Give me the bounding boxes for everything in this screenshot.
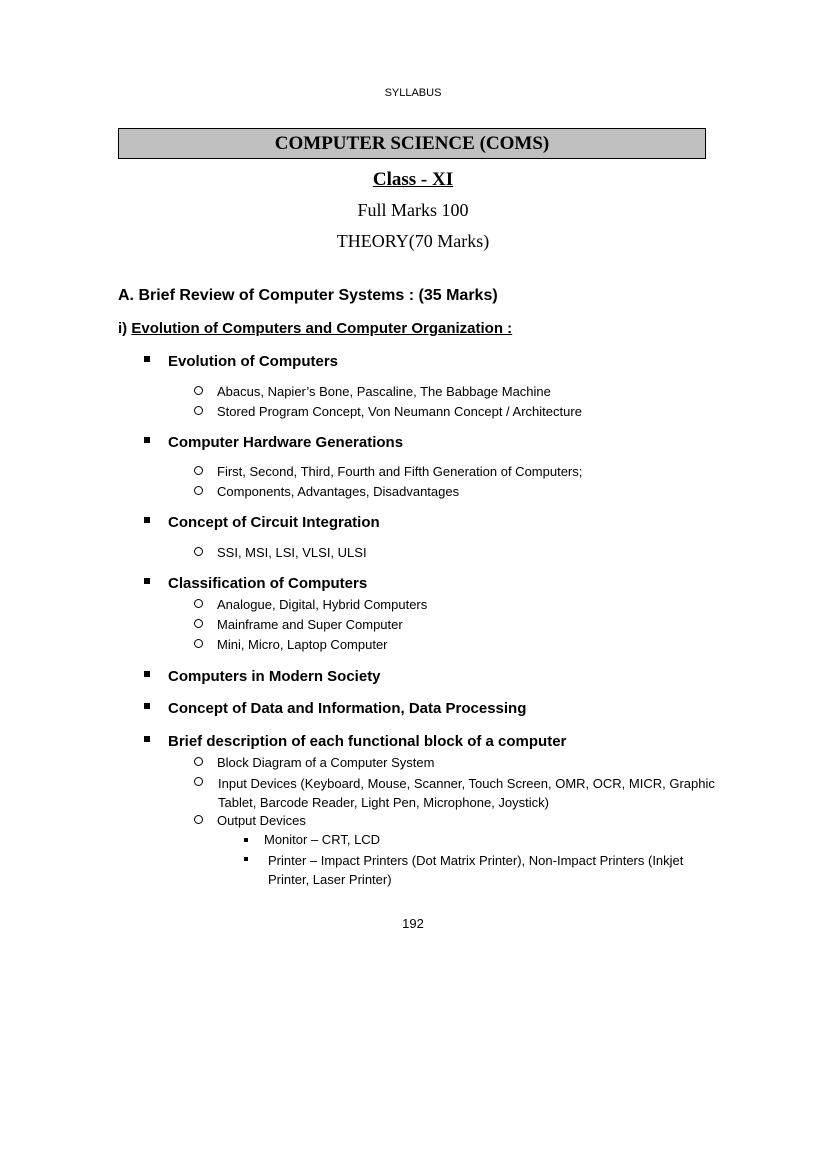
circle-bullet-icon <box>194 639 203 648</box>
list-item: Block Diagram of a Computer System <box>194 755 434 770</box>
subsection-heading <box>118 320 512 337</box>
list-item-input-devices: Input Devices (Keyboard, Mouse, Scanner, Touch Screen, OMR, OCR, MICR, Graphic Tablet, Barcode Reader, Light Pen, Microphone, Joystick) <box>218 776 715 810</box>
small-square-bullet-icon <box>244 857 248 861</box>
list-item: Mini, Micro, Laptop Computer <box>194 637 388 652</box>
topic-circuit-integration: Concept of Circuit Integration <box>144 514 380 531</box>
subsection-prefix: i) <box>118 320 132 337</box>
topic-modern-society: Computers in Modern Society <box>144 668 381 685</box>
theory-marks: THEORY(70 Marks) <box>336 231 490 251</box>
circle-bullet-icon <box>194 619 203 628</box>
full-marks: Full Marks 100 <box>357 200 469 220</box>
square-bullet-icon <box>144 736 150 742</box>
header-label: SYLLABUS <box>384 87 442 99</box>
circle-bullet-icon <box>194 757 203 766</box>
subsection-title: Evolution of Computers and Computer Organization : <box>131 320 513 337</box>
topic-data-information: Concept of Data and Information, Data Processing <box>144 700 526 717</box>
list-item: SSI, MSI, LSI, VLSI, ULSI <box>194 545 367 560</box>
circle-bullet-icon <box>194 386 203 395</box>
circle-bullet-icon <box>194 466 203 475</box>
circle-bullet-icon <box>194 486 203 495</box>
circle-bullet-icon <box>194 599 203 608</box>
topic-hardware-generations: Computer Hardware Generations <box>144 434 403 451</box>
list-item: Analogue, Digital, Hybrid Computers <box>194 597 427 612</box>
square-bullet-icon <box>144 437 150 443</box>
list-item: Stored Program Concept, Von Neumann Concept / Architecture <box>194 404 582 419</box>
list-item: Output Devices <box>194 813 306 828</box>
small-square-bullet-icon <box>244 838 248 842</box>
class-label: Class - XI <box>372 169 454 190</box>
topic-functional-blocks: Brief description of each functional block of a computer <box>144 733 566 750</box>
list-item: Mainframe and Super Computer <box>194 617 403 632</box>
circle-bullet-icon <box>194 815 203 824</box>
square-bullet-icon <box>144 517 150 523</box>
list-item: Abacus, Napier’s Bone, Pascaline, The Babbage Machine <box>194 384 551 399</box>
square-bullet-icon <box>144 671 150 677</box>
output-device-item-printer: Printer – Impact Printers (Dot Matrix Printer), Non-Impact Printers (Inkjet Printer, Laser Printer) <box>268 853 684 887</box>
list-item: Components, Advantages, Disadvantages <box>194 484 459 499</box>
course-title: COMPUTER SCIENCE (COMS) <box>118 128 706 159</box>
list-item: First, Second, Third, Fourth and Fifth Generation of Computers; <box>194 464 582 479</box>
circle-bullet-icon <box>194 777 203 786</box>
circle-bullet-icon <box>194 547 203 556</box>
section-heading: A. Brief Review of Computer Systems : (35 Marks) <box>118 287 498 304</box>
topic-evolution-of-computers: Evolution of Computers <box>144 353 338 370</box>
topic-classification: Classification of Computers <box>144 575 367 592</box>
circle-bullet-icon <box>194 406 203 415</box>
square-bullet-icon <box>144 578 150 584</box>
output-device-item: Monitor – CRT, LCD <box>244 832 380 847</box>
page-number: 192 <box>402 916 424 931</box>
square-bullet-icon <box>144 703 150 709</box>
square-bullet-icon <box>144 356 150 362</box>
